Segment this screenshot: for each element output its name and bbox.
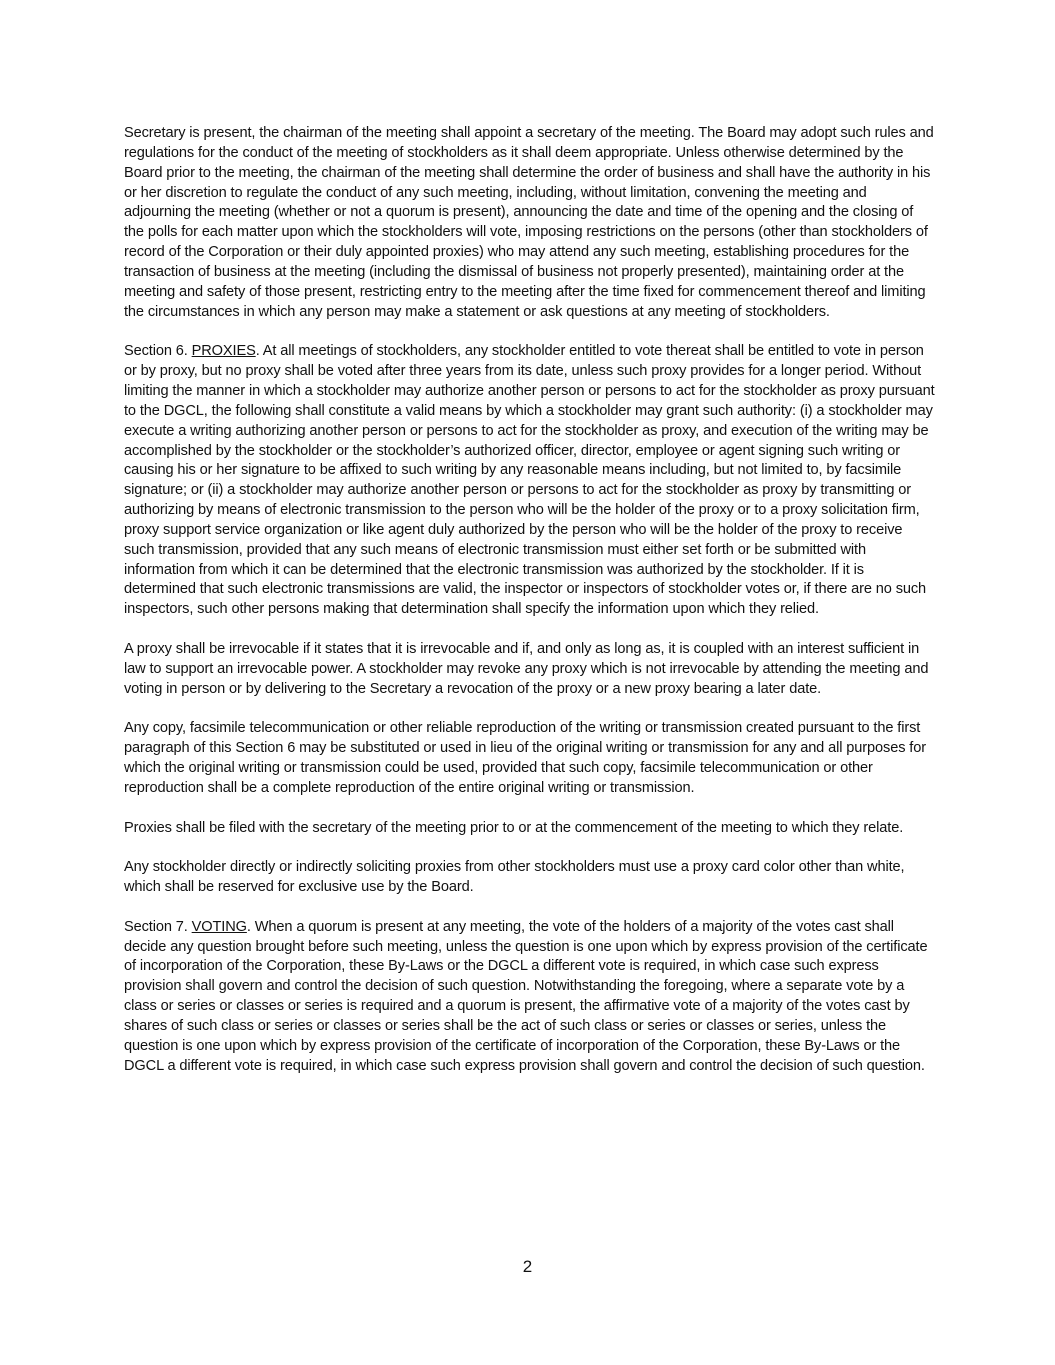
section-7-voting — [124, 918, 936, 1077]
section-6-body: . At all meetings of stockholders, any stockholder entitled to vote thereat shall be entitled to vote in person or by proxy, but no proxy shall be voted after three years from its date, unless such proxy provides for a longer period. Without limiting the manner in which a stockholder may authorize another person or persons to act for the stockholder as proxy pursuant to the DGCL, the following shall constitute a valid means by which a stockholder may grant such authority: (i) a stockholder may execute a writing authorizing another person or persons to act for the stockholder as proxy, and execution of the writing may be accomplished by the stockholder or the stockholder’s authorized officer, director, employee or agent signing such writing or causing his or her signature to be affixed to such writing by any reasonable means including, but not limited to, by facsimile signature; or (ii) a stockholder may authorize another person or persons to act for the stockholder as proxy by transmitting or authorizing by means of electronic transmission to the person who will be the holder of the proxy or to a proxy solicitation firm, proxy support service organization or like agent duly authorized by the person who will be the holder of the proxy to receive such transmission, provided that any such means of electronic transmission must either set forth or be submitted with information from which it can be determined that the electronic transmission was authorized by the stockholder. If it is determined that such electronic transmissions are valid, the inspector or inspectors of stockholder votes or, if there are no such inspectors, such other persons making that determination shall specify the information upon which they relied. — [124, 343, 935, 618]
section-7-prefix: Section 7. — [124, 918, 192, 935]
paragraph-proxy-filing: Proxies shall be filed with the secretary of the meeting prior to or at the commencement of the meeting to which they relate. — [124, 819, 904, 836]
paragraph-proxy-card-color: Any stockholder directly or indirectly soliciting proxies from other stockholders must use a proxy card color other than white, which shall be reserved for exclusive use by the Board. — [124, 859, 905, 896]
page-number: 2 — [522, 1257, 533, 1276]
paragraph-irrevocable-proxy: A proxy shall be irrevocable if it states that it is irrevocable and if, and only as long as, it is coupled with an interest sufficient in law to support an irrevocable power. A stockholder may revoke any proxy which is not irrevocable by attending the meeting and voting in person or by delivering to the Secretary a revocation of the proxy or a new proxy bearing a later date. — [124, 640, 929, 697]
paragraph-meeting-conduct: Secretary is present, the chairman of the meeting shall appoint a secretary of the meeting. The Board may adopt such rules and regulations for the conduct of the meeting of stockholders as it shall deem appropriate. Unless otherwise determined by the Board prior to the meeting, the chairman of the meeting shall determine the order of business and shall have the authority in his or her discretion to regulate the conduct of any such meeting, including, without limitation, convening the meeting and adjourning the meeting (whether or not a quorum is present), announcing the date and time of the opening and the closing of the polls for each matter upon which the stockholders will vote, imposing restrictions on the persons (other than stockholders of record of the Corporation or their duly appointed proxies) who may attend any such meeting, establishing procedures for the transaction of business at the meeting (including the dismissal of business not properly presented), maintaining order at the meeting and safety of those present, restricting entry to the meeting after the time fixed for commencement thereof and limiting the circumstances in which any person may make a statement or ask questions at any meeting of stockholders. — [124, 125, 934, 320]
paragraph-proxy-copies: Any copy, facsimile telecommunication or other reliable reproduction of the writing or transmission created pursuant to the first paragraph of this Section 6 may be substituted or used in lieu of the original writing or transmission for any and all purposes for which the original writing or transmission could be used, provided that such copy, facsimile telecommunication or other reproduction shall be a complete reproduction of the entire original writing or transmission. — [124, 720, 926, 796]
document-body — [124, 124, 936, 1096]
section-6-heading: PROXIES — [191, 343, 256, 360]
section-7-body: . When a quorum is present at any meeting, the vote of the holders of a majority of the votes cast shall decide any question brought before such meeting, unless the question is one upon which by express provision of the certificate of incorporation of the Corporation, these By-Laws or the DGCL a different vote is required, in which case such express provision shall govern and control the decision of such question. Notwithstanding the foregoing, where a separate vote by a class or series or classes or series is required and a quorum is present, the affirmative vote of a majority of the votes cast by shares of such class or series or classes or series shall be the act of such class or series or classes or series, unless the question is one upon which by express provision of the certificate of incorporation of the Corporation, these By-Laws or the DGCL a different vote is required, in which case such express provision shall govern and control the decision of such question. — [124, 918, 928, 1074]
section-7-heading: VOTING — [191, 918, 247, 935]
section-6-proxies — [124, 342, 936, 620]
section-6-prefix: Section 6. — [124, 343, 192, 360]
